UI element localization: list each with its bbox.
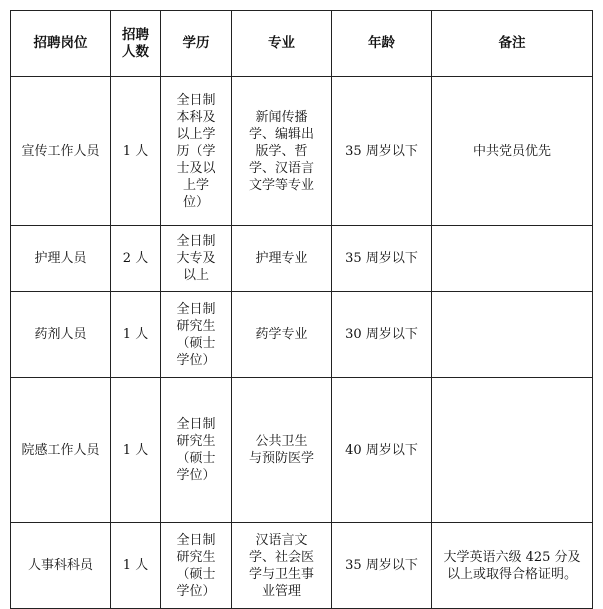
cell-education: 全日制 本科及 以上学 历（学 士及以 上学 位）: [161, 77, 232, 226]
cell-education: 全日制 研究生 （硕士 学位）: [161, 523, 232, 609]
header-age: 年龄: [332, 11, 432, 77]
cell-position: 药剂人员: [11, 292, 111, 378]
cell-position: 宣传工作人员: [11, 77, 111, 226]
header-position: 招聘岗位: [11, 11, 111, 77]
cell-age: 35 周岁以下: [332, 523, 432, 609]
table-row: [11, 77, 593, 226]
cell-position: 院感工作人员: [11, 378, 111, 523]
cell-remarks: [432, 292, 593, 378]
header-count: 招聘 人数: [111, 11, 161, 77]
table-row: [11, 226, 593, 292]
cell-major: 药学专业: [232, 292, 332, 378]
cell-count: 1 人: [111, 523, 161, 609]
cell-age: 40 周岁以下: [332, 378, 432, 523]
cell-position: 人事科科员: [11, 523, 111, 609]
cell-major: 汉语言文 学、社会医 学与卫生事 业管理: [232, 523, 332, 609]
cell-count: 1 人: [111, 378, 161, 523]
cell-education: 全日制 研究生 （硕士 学位）: [161, 378, 232, 523]
cell-remarks: [432, 378, 593, 523]
cell-age: 35 周岁以下: [332, 226, 432, 292]
cell-education: 全日制 大专及 以上: [161, 226, 232, 292]
header-education: 学历: [161, 11, 232, 77]
table-row: [11, 292, 593, 378]
cell-count: 2 人: [111, 226, 161, 292]
cell-major: 新闻传播 学、编辑出 版学、哲 学、汉语言 文学等专业: [232, 77, 332, 226]
cell-major: 公共卫生 与预防医学: [232, 378, 332, 523]
header-remarks: 备注: [432, 11, 593, 77]
cell-count: 1 人: [111, 292, 161, 378]
table-header-row: [11, 11, 593, 77]
cell-education: 全日制 研究生 （硕士 学位）: [161, 292, 232, 378]
cell-remarks: [432, 226, 593, 292]
table-row: [11, 523, 593, 609]
cell-count: 1 人: [111, 77, 161, 226]
table-row: [11, 378, 593, 523]
recruitment-table: [10, 10, 593, 609]
cell-age: 30 周岁以下: [332, 292, 432, 378]
cell-position: 护理人员: [11, 226, 111, 292]
cell-remarks: 大学英语六级 425 分及 以上或取得合格证明。: [432, 523, 593, 609]
cell-remarks: 中共党员优先: [432, 77, 593, 226]
cell-age: 35 周岁以下: [332, 77, 432, 226]
header-major: 专业: [232, 11, 332, 77]
cell-major: 护理专业: [232, 226, 332, 292]
